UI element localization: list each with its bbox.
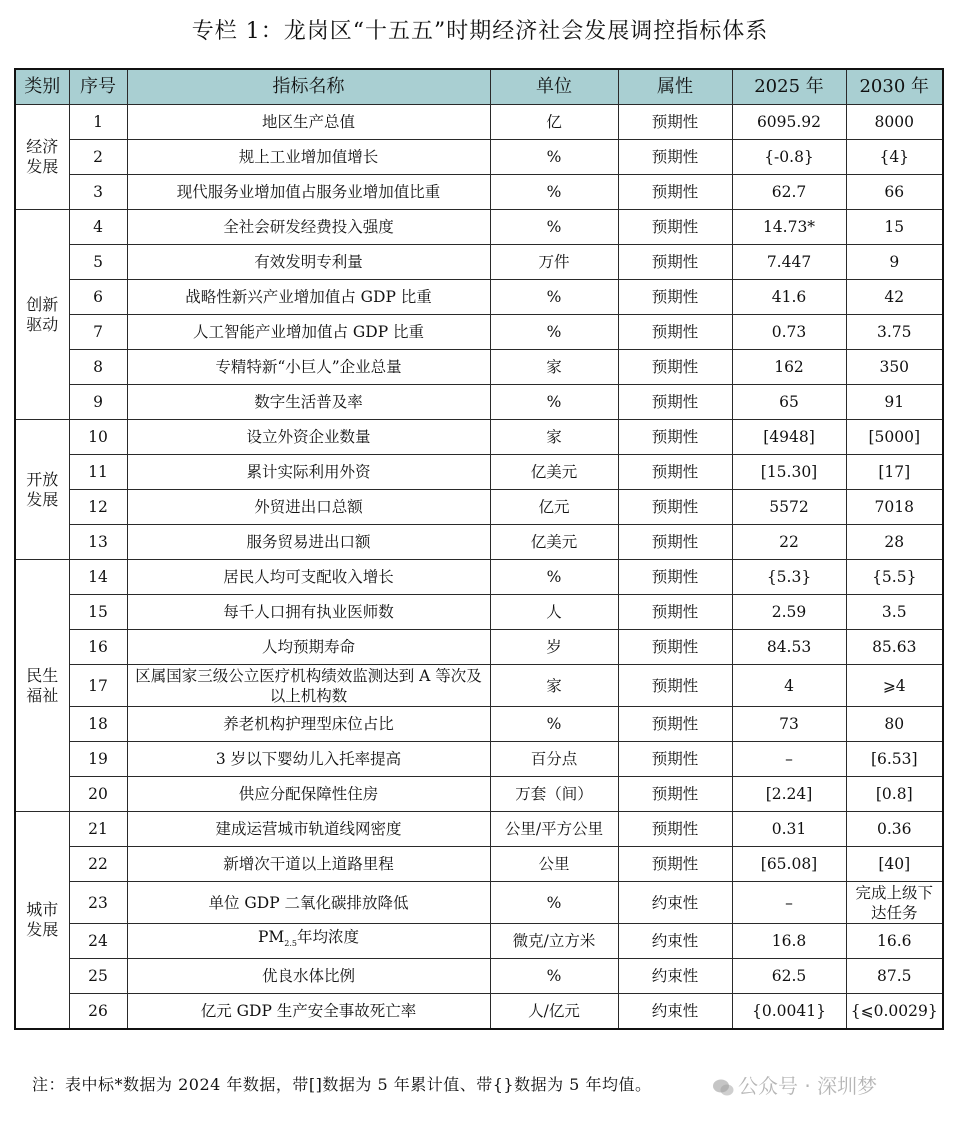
value-2025: [4948] — [732, 420, 846, 455]
value-2025: 162 — [732, 350, 846, 385]
attribute-cell: 预期性 — [618, 595, 732, 630]
table-row — [15, 959, 943, 994]
row-number: 14 — [69, 560, 127, 595]
attribute-cell: 约束性 — [618, 882, 732, 924]
header-name: 指标名称 — [127, 69, 490, 105]
table-row — [15, 315, 943, 350]
value-2030: 8000 — [846, 105, 943, 140]
value-2025: – — [732, 882, 846, 924]
value-2030: {5.5} — [846, 560, 943, 595]
row-number: 22 — [69, 847, 127, 882]
unit-cell: 人 — [490, 595, 618, 630]
header-number: 序号 — [69, 69, 127, 105]
row-number: 2 — [69, 140, 127, 175]
value-2025: 16.8 — [732, 924, 846, 959]
indicator-name: 亿元 GDP 生产安全事故死亡率 — [127, 994, 490, 1030]
value-2025: 62.7 — [732, 175, 846, 210]
indicator-name: 供应分配保障性住房 — [127, 777, 490, 812]
value-2030: 85.63 — [846, 630, 943, 665]
value-2030: {4} — [846, 140, 943, 175]
value-2030: [5000] — [846, 420, 943, 455]
row-number: 4 — [69, 210, 127, 245]
header-attribute: 属性 — [618, 69, 732, 105]
row-number: 16 — [69, 630, 127, 665]
unit-cell: 微克/立方米 — [490, 924, 618, 959]
row-number: 1 — [69, 105, 127, 140]
unit-cell: 百分点 — [490, 742, 618, 777]
indicator-name: 有效发明专利量 — [127, 245, 490, 280]
row-number: 21 — [69, 812, 127, 847]
value-2025: 73 — [732, 707, 846, 742]
value-2030: 66 — [846, 175, 943, 210]
header-2030: 2030 年 — [846, 69, 943, 105]
row-number: 7 — [69, 315, 127, 350]
attribute-cell: 预期性 — [618, 385, 732, 420]
attribute-cell: 预期性 — [618, 707, 732, 742]
attribute-cell: 预期性 — [618, 455, 732, 490]
unit-cell: % — [490, 175, 618, 210]
value-2025: 2.59 — [732, 595, 846, 630]
row-number: 13 — [69, 525, 127, 560]
table-row — [15, 777, 943, 812]
row-number: 8 — [69, 350, 127, 385]
table-note: 注：表中标*数据为 2024 年数据，带[]数据为 5 年累计值、带{}数据为 5 年均值。 — [32, 1075, 652, 1094]
indicator-name: 居民人均可支配收入增长 — [127, 560, 490, 595]
unit-cell: 亿 — [490, 105, 618, 140]
unit-cell: 人/亿元 — [490, 994, 618, 1030]
indicator-name: 战略性新兴产业增加值占 GDP 比重 — [127, 280, 490, 315]
category-cell: 城市 发展 — [15, 812, 69, 1030]
row-number: 20 — [69, 777, 127, 812]
value-2030: 42 — [846, 280, 943, 315]
indicator-name — [127, 924, 490, 959]
row-number: 12 — [69, 490, 127, 525]
indicator-name: 人均预期寿命 — [127, 630, 490, 665]
value-2030: ⩾4 — [846, 665, 943, 707]
attribute-cell: 约束性 — [618, 924, 732, 959]
value-2030: 87.5 — [846, 959, 943, 994]
unit-cell: % — [490, 140, 618, 175]
category-cell: 民生 福祉 — [15, 560, 69, 812]
indicator-name: 建成运营城市轨道线网密度 — [127, 812, 490, 847]
indicator-name: 单位 GDP 二氧化碳排放降低 — [127, 882, 490, 924]
indicator-name: 人工智能产业增加值占 GDP 比重 — [127, 315, 490, 350]
value-2025: 7.447 — [732, 245, 846, 280]
watermark-text: 公众号 · 深圳梦 — [738, 1074, 878, 1098]
value-2025: [65.08] — [732, 847, 846, 882]
table-row — [15, 525, 943, 560]
table-row — [15, 630, 943, 665]
table-row — [15, 350, 943, 385]
value-2030: 9 — [846, 245, 943, 280]
value-2030: 16.6 — [846, 924, 943, 959]
row-number: 25 — [69, 959, 127, 994]
indicator-table — [14, 68, 944, 1030]
attribute-cell: 预期性 — [618, 665, 732, 707]
value-2030: {⩽0.0029} — [846, 994, 943, 1030]
unit-cell: 公里 — [490, 847, 618, 882]
attribute-cell: 预期性 — [618, 742, 732, 777]
value-2025: {5.3} — [732, 560, 846, 595]
row-number: 11 — [69, 455, 127, 490]
indicator-name: 累计实际利用外资 — [127, 455, 490, 490]
unit-cell: % — [490, 210, 618, 245]
value-2030: [40] — [846, 847, 943, 882]
indicator-name: 养老机构护理型床位占比 — [127, 707, 490, 742]
row-number: 24 — [69, 924, 127, 959]
table-row — [15, 385, 943, 420]
row-number: 15 — [69, 595, 127, 630]
value-2025: 65 — [732, 385, 846, 420]
pm-subscript: 2.5 — [284, 939, 298, 949]
indicator-name: 全社会研发经费投入强度 — [127, 210, 490, 245]
unit-cell: 家 — [490, 665, 618, 707]
table-row — [15, 490, 943, 525]
row-number: 23 — [69, 882, 127, 924]
unit-cell: 家 — [490, 420, 618, 455]
value-2030: [17] — [846, 455, 943, 490]
unit-cell: % — [490, 707, 618, 742]
unit-cell: % — [490, 315, 618, 350]
watermark — [712, 1070, 877, 1099]
value-2030: 3.5 — [846, 595, 943, 630]
value-2030: 91 — [846, 385, 943, 420]
indicator-name: 服务贸易进出口额 — [127, 525, 490, 560]
indicator-name: 优良水体比例 — [127, 959, 490, 994]
table-row — [15, 882, 943, 924]
table-row — [15, 210, 943, 245]
unit-cell: 家 — [490, 350, 618, 385]
value-2030: 完成上级下达任务 — [846, 882, 943, 924]
unit-cell: 万件 — [490, 245, 618, 280]
value-2030: 7018 — [846, 490, 943, 525]
unit-cell: 亿美元 — [490, 525, 618, 560]
attribute-cell: 预期性 — [618, 630, 732, 665]
indicator-name: 设立外资企业数量 — [127, 420, 490, 455]
indicator-name: 每千人口拥有执业医师数 — [127, 595, 490, 630]
unit-cell: 万套（间） — [490, 777, 618, 812]
wechat-icon — [712, 1078, 734, 1098]
category-cell: 经济 发展 — [15, 105, 69, 210]
attribute-cell: 预期性 — [618, 777, 732, 812]
table-row — [15, 742, 943, 777]
value-2030: [0.8] — [846, 777, 943, 812]
unit-cell: % — [490, 882, 618, 924]
row-number: 5 — [69, 245, 127, 280]
table-row — [15, 665, 943, 707]
attribute-cell: 预期性 — [618, 420, 732, 455]
value-2030: 15 — [846, 210, 943, 245]
attribute-cell: 预期性 — [618, 560, 732, 595]
row-number: 18 — [69, 707, 127, 742]
attribute-cell: 预期性 — [618, 847, 732, 882]
indicator-name: 数字生活普及率 — [127, 385, 490, 420]
table-row — [15, 560, 943, 595]
value-2030: 80 — [846, 707, 943, 742]
category-cell: 开放 发展 — [15, 420, 69, 560]
indicator-name: 外贸进出口总额 — [127, 490, 490, 525]
row-number: 3 — [69, 175, 127, 210]
attribute-cell: 预期性 — [618, 350, 732, 385]
table-row — [15, 245, 943, 280]
unit-cell: % — [490, 280, 618, 315]
value-2025: 14.73* — [732, 210, 846, 245]
unit-cell: 亿美元 — [490, 455, 618, 490]
value-2025: 84.53 — [732, 630, 846, 665]
indicator-name: 新增次干道以上道路里程 — [127, 847, 490, 882]
value-2025: 0.31 — [732, 812, 846, 847]
table-title: 专栏 1：龙岗区“十五五”时期经济社会发展调控指标体系 — [191, 19, 769, 44]
attribute-cell: 约束性 — [618, 959, 732, 994]
attribute-cell: 预期性 — [618, 525, 732, 560]
attribute-cell: 预期性 — [618, 105, 732, 140]
indicator-name: 3 岁以下婴幼儿入托率提高 — [127, 742, 490, 777]
unit-cell: 公里/平方公里 — [490, 812, 618, 847]
value-2025: [15.30] — [732, 455, 846, 490]
row-number: 6 — [69, 280, 127, 315]
header-unit: 单位 — [490, 69, 618, 105]
unit-cell: % — [490, 959, 618, 994]
row-number: 10 — [69, 420, 127, 455]
header-category: 类别 — [15, 69, 69, 105]
value-2030: 350 — [846, 350, 943, 385]
pm-label-rest: 年均浓度 — [297, 928, 360, 947]
indicator-name: 专精特新“小巨人”企业总量 — [127, 350, 490, 385]
value-2025: {-0.8} — [732, 140, 846, 175]
value-2030: 3.75 — [846, 315, 943, 350]
table-row — [15, 140, 943, 175]
attribute-cell: 预期性 — [618, 140, 732, 175]
indicator-name: 区属国家三级公立医疗机构绩效监测达到 A 等次及以上机构数 — [127, 665, 490, 707]
value-2025: 0.73 — [732, 315, 846, 350]
table-row — [15, 707, 943, 742]
table-row — [15, 105, 943, 140]
row-number: 17 — [69, 665, 127, 707]
indicator-name: 规上工业增加值增长 — [127, 140, 490, 175]
attribute-cell: 预期性 — [618, 245, 732, 280]
value-2025: 4 — [732, 665, 846, 707]
value-2025: 22 — [732, 525, 846, 560]
attribute-cell: 预期性 — [618, 210, 732, 245]
attribute-cell: 预期性 — [618, 490, 732, 525]
table-row — [15, 280, 943, 315]
table-row — [15, 420, 943, 455]
pm-label: PM — [257, 928, 285, 947]
header-2025: 2025 年 — [732, 69, 846, 105]
value-2025: {0.0041} — [732, 994, 846, 1030]
unit-cell: 岁 — [490, 630, 618, 665]
value-2030: 28 — [846, 525, 943, 560]
table-row — [15, 595, 943, 630]
value-2030: [6.53] — [846, 742, 943, 777]
unit-cell: % — [490, 385, 618, 420]
attribute-cell: 预期性 — [618, 812, 732, 847]
table-row — [15, 812, 943, 847]
row-number: 19 — [69, 742, 127, 777]
value-2025: – — [732, 742, 846, 777]
attribute-cell: 预期性 — [618, 175, 732, 210]
table-row — [15, 175, 943, 210]
attribute-cell: 预期性 — [618, 315, 732, 350]
value-2025: 41.6 — [732, 280, 846, 315]
indicator-name: 地区生产总值 — [127, 105, 490, 140]
value-2025: 5572 — [732, 490, 846, 525]
attribute-cell: 约束性 — [618, 994, 732, 1030]
attribute-cell: 预期性 — [618, 280, 732, 315]
unit-cell: 亿元 — [490, 490, 618, 525]
value-2030: 0.36 — [846, 812, 943, 847]
table-row — [15, 994, 943, 1030]
table-row — [15, 924, 943, 959]
indicator-name: 现代服务业增加值占服务业增加值比重 — [127, 175, 490, 210]
row-number: 26 — [69, 994, 127, 1030]
table-row — [15, 455, 943, 490]
row-number: 9 — [69, 385, 127, 420]
value-2025: 62.5 — [732, 959, 846, 994]
value-2025: [2.24] — [732, 777, 846, 812]
value-2025: 6095.92 — [732, 105, 846, 140]
category-cell: 创新 驱动 — [15, 210, 69, 420]
table-row — [15, 847, 943, 882]
table-header-row — [15, 69, 943, 105]
unit-cell: % — [490, 560, 618, 595]
